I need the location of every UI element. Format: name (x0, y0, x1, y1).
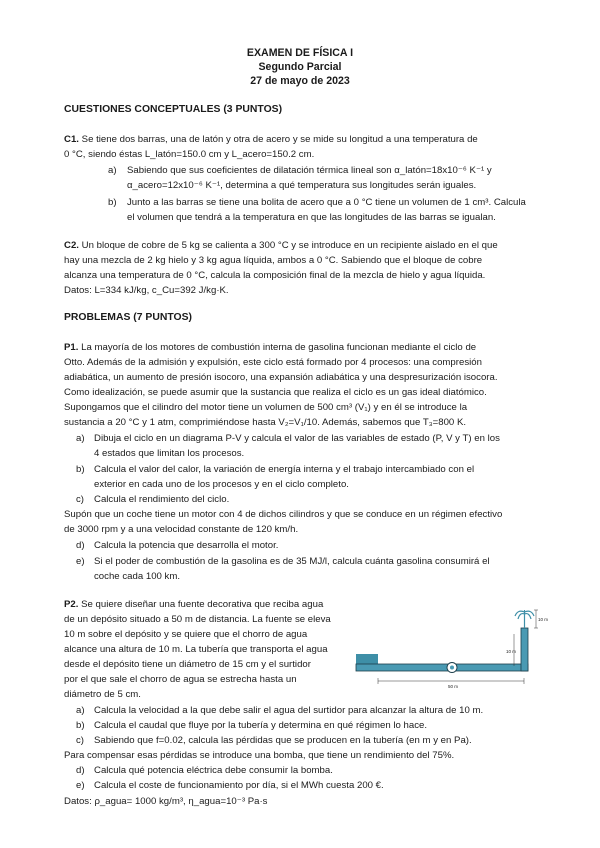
p2-line5: desde el depósito tiene un diámetro de 15 cm y el surtidor (64, 659, 311, 670)
p2-label: P2. (64, 599, 79, 610)
p1-line4: Como idealización, se puede asumir que la sustancia que realiza el ciclo es un gas ideal diatómico. (64, 387, 487, 398)
p1-b-label: b) (76, 464, 85, 475)
p2-line7: diámetro de 5 cm. (64, 689, 141, 700)
c1-b-label: b) (108, 197, 117, 208)
p1-line5: Supongamos que el cilindro del motor tiene un volumen de 500 cm³ (V₁) y en él se introduce la (64, 402, 468, 413)
p2-line1: P2. Se quiere diseñar una fuente decorativa que reciba agua (64, 599, 324, 610)
fountain-diagram (356, 606, 549, 698)
p2-d-line1: Calcula qué potencia eléctrica debe consumir la bomba. (94, 765, 333, 776)
p2-b-line1: Calcula el caudal que fluye por la tubería y determina en qué régimen lo hace. (94, 720, 428, 731)
c1-a-line2: α_acero=12x10⁻⁶ K⁻¹, determina a qué temperatura sus longitudes serán iguales. (127, 180, 477, 191)
jet-height-label: 10 m (538, 617, 549, 622)
pump-inner (450, 666, 454, 670)
p1-a-line2: 4 estados que limitan los procesos. (94, 448, 245, 459)
p2-e-line1: Calcula el coste de funcionamiento por día, si el MWh cuesta 200 €. (94, 780, 384, 791)
p1-d-line1: Calcula la potencia que desarrolla el motor. (94, 540, 279, 551)
c1-a-line1: Sabiendo que sus coeficientes de dilatación térmica lineal son α_latón=18x10⁻⁶ K⁻¹ y (127, 165, 492, 176)
c2-label: C2. (64, 240, 79, 251)
p2-datos: Datos: ρ_agua= 1000 kg/m³, η_agua=10⁻³ Pa·s (64, 796, 268, 807)
p1-c-label: c) (76, 494, 84, 505)
section-problems-title: PROBLEMAS (7 PUNTOS) (64, 312, 192, 323)
p1-line3: adiabática, un aumento de presión isocoro, una expansión adiabática y una despresurización isocora. (64, 372, 498, 383)
c1-intro-line2: 0 °C, siendo éstas L_latón=150.0 cm y L_acero=150.2 cm. (64, 149, 315, 160)
distance-label: 50 m (448, 684, 459, 689)
p1-a-line1: Dibuja el ciclo en un diagrama P-V y calcula el valor de las variables de estado (P, V y T) en los (94, 433, 500, 444)
p1-line6: sustancia a 20 °C y 1 atm, comprimiéndose hasta V₂=V₁/10. Además, sabemos que T₃=800 K. (64, 417, 467, 428)
p1-e-line1: Si el poder de combustión de la gasolina es de 35 MJ/l, calcula cuánta gasolina consumirá el (94, 556, 490, 567)
p2-line2: de un depósito situado a 50 m de distancia. La fuente se eleva (64, 614, 331, 625)
pipe-vertical (521, 628, 528, 671)
p2-a-line1: Calcula la velocidad a la que debe salir el agua del surtidor para alcanzar la altura de 10 m. (94, 705, 484, 716)
c1-b-line2: el volumen que tendrá a la temperatura en que las longitudes de las barras se igualan. (127, 212, 496, 223)
p1-e-line2: coche cada 100 km. (94, 571, 181, 582)
p2-e-label: e) (76, 780, 85, 791)
c1-label: C1. (64, 134, 79, 145)
p1-line2: Otto. Además de la admisión y expulsión, este ciclo está formado por 4 procesos: una compresión (64, 357, 482, 368)
p2-d-label: d) (76, 765, 85, 776)
pipe-horizontal (356, 664, 528, 671)
section-conceptual-title: CUESTIONES CONCEPTUALES (3 PUNTOS) (64, 104, 283, 115)
c1-a-label: a) (108, 165, 117, 176)
p2-c-label: c) (76, 735, 84, 746)
p1-d-label: d) (76, 540, 85, 551)
exam-subtitle: Segundo Parcial (258, 61, 342, 73)
c2-line3: alcanza una temperatura de 0 °C, calcula la composición final de la mezcla de hielo y agua líquida. (64, 270, 486, 281)
p1-mid-line1: Supón que un coche tiene un motor con 4 de dichos cilindros y que se conduce en un régimen efectivo (64, 509, 503, 520)
p2-c-line1: Sabiendo que f=0.02, calcula las pérdidas que se producen en la tubería (en m y en Pa). (94, 735, 472, 746)
p1-a-label: a) (76, 433, 85, 444)
fountain-jet-icon (515, 610, 534, 628)
c2-line1: C2. Un bloque de cobre de 5 kg se calienta a 300 °C y se introduce en un recipiente aislado en el que (64, 240, 498, 251)
p2-b-label: b) (76, 720, 85, 731)
c2-line4: Datos: L=334 kJ/kg, c_Cu=392 J/kg·K. (64, 285, 229, 296)
p1-label: P1. (64, 342, 79, 353)
p2-line6: por el que sale el chorro de agua se estrecha hasta un (64, 674, 297, 685)
rise-height-label: 10 m (506, 649, 517, 654)
p2-line4: alcance una altura de 10 m. La tubería que transporta el agua (64, 644, 328, 655)
exam-date: 27 de mayo de 2023 (250, 75, 350, 87)
p1-line1: P1. La mayoría de los motores de combustión interna de gasolina funcionan mediante el ciclo de (64, 342, 477, 353)
p1-mid-line2: de 3000 rpm y a una velocidad constante de 120 km/h. (64, 524, 299, 535)
c1-intro-line1: C1. Se tiene dos barras, una de latón y otra de acero y se mide su longitud a una temperatura de (64, 134, 478, 145)
p2-mid-line1: Para compensar esas pérdidas se introduce una bomba, que tiene un rendimiento del 75%. (64, 750, 455, 761)
c1-b-line1: Junto a las barras se tiene una bolita de acero que a 0 °C tiene un volumen de 1 cm³. Calcula (127, 197, 526, 208)
p2-line3: 10 m sobre el depósito y se quiere que el chorro de agua (64, 629, 308, 640)
exam-title: EXAMEN DE FÍSICA I (246, 47, 354, 59)
p1-c-line1: Calcula el rendimiento del ciclo. (94, 494, 230, 505)
p1-b-line2: exterior en cada uno de los procesos y en el ciclo completo. (94, 479, 349, 490)
p1-b-line1: Calcula el valor del calor, la variación de energía interna y el trabajo intercambiado con el (94, 464, 475, 475)
p1-e-label: e) (76, 556, 85, 567)
p2-a-label: a) (76, 705, 85, 716)
c2-line2: hay una mezcla de 2 kg hielo y 3 kg agua líquida, ambos a 0 °C. Sabiendo que el bloque de cobre (64, 255, 483, 266)
